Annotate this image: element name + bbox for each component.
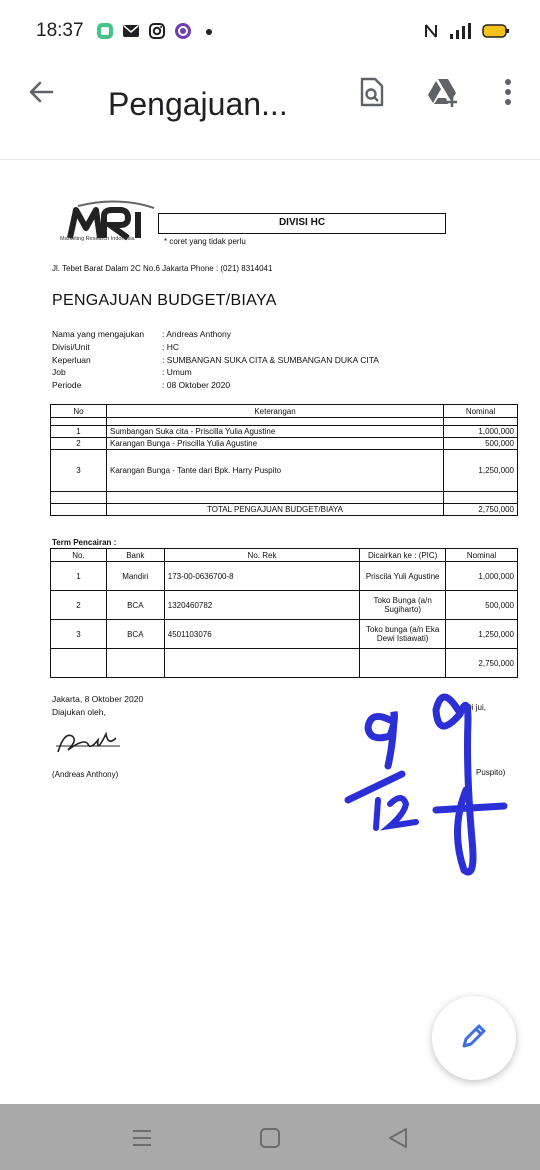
applicant-info: [52, 328, 379, 392]
col-header-pic: Dicairkan ke : (PIC): [360, 549, 446, 562]
edit-pencil-icon: [458, 1020, 490, 1057]
home-icon[interactable]: [258, 1126, 282, 1150]
document-heading: PENGAJUAN BUDGET/BIAYA: [52, 292, 277, 309]
cell-bank: Mandiri: [106, 562, 164, 591]
cell-norek: 173-00-0636700-8: [164, 562, 359, 591]
cell-norek: 4501103076: [164, 620, 359, 649]
col-header-bank: Bank: [106, 549, 164, 562]
company-address: Jl. Tebet Barat Dalam 2C No.6 Jakarta Phone : (021) 8314041: [52, 264, 273, 273]
app-bar: [0, 64, 540, 160]
info-label: Periode: [52, 380, 82, 391]
info-label: Nama yang mengajukan: [52, 329, 145, 339]
cell-pic: Priscila Yuli Agustine: [360, 562, 446, 591]
battery-icon: [482, 23, 510, 44]
signal-icon: [448, 22, 472, 45]
cell-norek: 1320460782: [164, 591, 359, 620]
cell-no: 1: [51, 426, 107, 438]
col-header-nominal: Nominal: [444, 405, 518, 418]
total-value: 2,750,000: [446, 649, 518, 678]
cell-keterangan: Karangan Bunga - Tante dari Bpk. Harry Puspito: [107, 450, 444, 492]
cell-pic: Toko bunga (a/n Eka Dewi Istiawati): [360, 620, 446, 649]
cell-nominal: 500,000: [446, 591, 518, 620]
back-arrow-icon[interactable]: [24, 74, 60, 110]
system-nav-bar: [0, 1104, 540, 1170]
app-icon: [96, 22, 114, 40]
budget-table: [50, 404, 518, 516]
signature-left-block: [52, 693, 143, 718]
info-value: : 08 Oktober 2020: [162, 380, 231, 391]
col-header-norek: No. Rek: [164, 549, 359, 562]
table-row: [51, 620, 518, 649]
table-spacer-row: [51, 418, 518, 426]
info-value: : Umum: [162, 367, 192, 378]
add-to-drive-icon[interactable]: [426, 74, 462, 110]
info-row: [52, 341, 379, 354]
cell-no: 3: [51, 450, 107, 492]
col-header-keterangan: Keterangan: [107, 405, 444, 418]
page-title: Pengajuan...: [108, 86, 288, 122]
cell-keterangan: Karangan Bunga - Priscilla Yulia Agustine: [107, 438, 444, 450]
info-label: Job: [52, 367, 66, 378]
mail-icon: [122, 22, 140, 40]
col-header-no: No: [51, 405, 107, 418]
table-header-row: [51, 405, 518, 418]
col-header-no: No.: [51, 549, 107, 562]
podcast-icon: [174, 22, 192, 40]
instagram-icon: [148, 22, 166, 40]
total-label: TOTAL PENGAJUAN BUDGET/BIAYA: [107, 504, 444, 516]
table-row: [51, 591, 518, 620]
info-value: : Andreas Anthony: [162, 329, 231, 339]
cell-no: 2: [51, 438, 107, 450]
approval-label: Di jui,: [466, 703, 487, 712]
cell-no: 3: [51, 620, 107, 649]
payment-table: [50, 548, 518, 678]
cell-nominal: 1,000,000: [446, 562, 518, 591]
logo-subtitle: Marketing Research Indonesia: [60, 236, 135, 242]
document-page: [40, 180, 520, 800]
info-row: [52, 328, 379, 341]
cell-no: 2: [51, 591, 107, 620]
divisi-box: DIVISI HC: [158, 213, 446, 234]
notification-icons: [96, 22, 218, 40]
info-value: : HC: [162, 341, 179, 352]
table-total-row: [51, 504, 518, 516]
status-right-icons: [424, 22, 510, 45]
cell-pic: Toko Bunga (a/n Sugiharto): [360, 591, 446, 620]
submitter-name: (Andreas Anthony): [52, 770, 119, 779]
handwritten-signature: [54, 724, 124, 760]
cell-keterangan: Sumbangan Suka cita - Priscilla Yulia Agustine: [107, 426, 444, 438]
place-date: Jakarta, 8 Oktober 2020: [52, 694, 144, 704]
info-row: [52, 366, 379, 379]
back-icon[interactable]: [386, 1126, 410, 1150]
table-row: [51, 562, 518, 591]
cell-nominal: 1,250,000: [446, 620, 518, 649]
search-in-document-icon[interactable]: [354, 74, 390, 110]
info-value: : SUMBANGAN SUKA CITA & SUMBANGAN DUKA CITA: [162, 354, 379, 365]
nfc-icon: [424, 23, 438, 44]
submitted-by-label: Diajukan oleh,: [52, 706, 106, 717]
cell-bank: BCA: [106, 591, 164, 620]
total-value: 2,750,000: [444, 504, 518, 516]
cell-nominal: 500,000: [444, 438, 518, 450]
table-spacer-row: [51, 492, 518, 504]
cell-no: 1: [51, 562, 107, 591]
info-label: Divisi/Unit: [52, 341, 90, 352]
edit-fab-button[interactable]: [432, 996, 516, 1080]
dot-icon: [200, 22, 218, 40]
coret-note: * coret yang tidak perlu: [164, 237, 246, 246]
table-total-row: [51, 649, 518, 678]
more-vert-icon[interactable]: [490, 74, 526, 110]
term-label: Term Pencairan :: [52, 538, 117, 547]
cell-nominal: 1,000,000: [444, 426, 518, 438]
table-row: [51, 426, 518, 438]
handwritten-ink-annotation: [340, 680, 510, 900]
info-label: Keperluan: [52, 354, 91, 365]
table-row: [51, 450, 518, 492]
recents-icon[interactable]: [130, 1126, 154, 1150]
table-row: [51, 438, 518, 450]
table-header-row: [51, 549, 518, 562]
approver-name: Puspito): [476, 768, 506, 777]
info-row: [52, 354, 379, 367]
col-header-nominal: Nominal: [446, 549, 518, 562]
info-row: [52, 379, 379, 392]
status-bar: [0, 0, 540, 64]
status-time: 18:37: [36, 20, 84, 41]
cell-bank: BCA: [106, 620, 164, 649]
cell-nominal: 1,250,000: [444, 450, 518, 492]
